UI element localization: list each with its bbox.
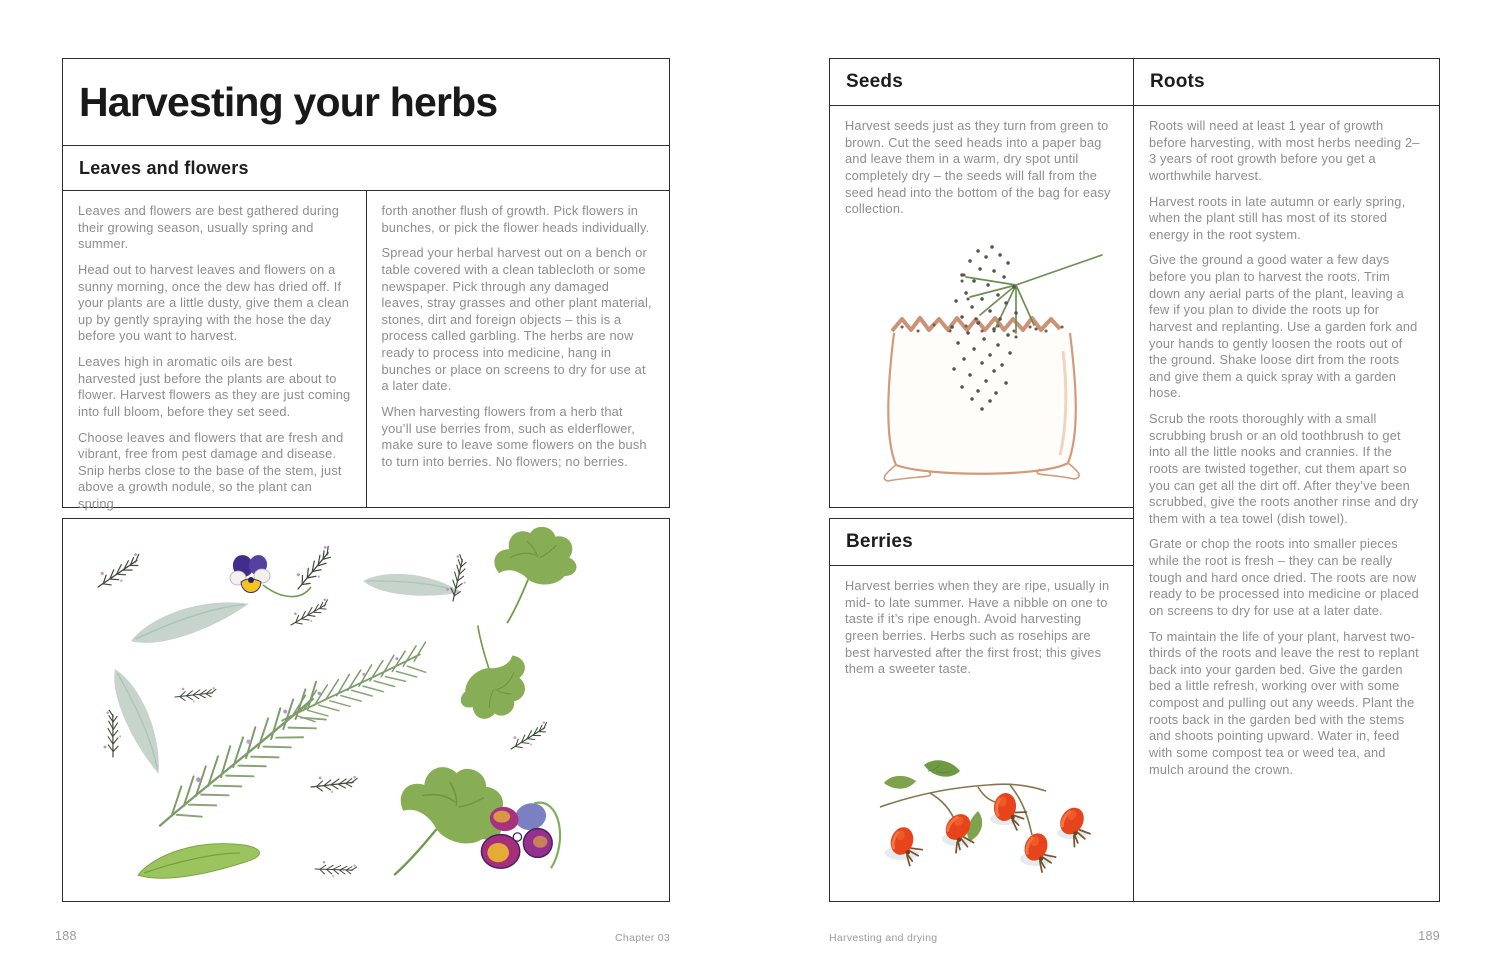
section-label: Harvesting and drying (829, 932, 938, 944)
roots-heading: Roots (1150, 71, 1205, 92)
body-paragraph: Grate or chop the roots into smaller pieces while the root is fresh – they can be really tough and hard once dried. The roots are now ready to be processed into medicine or placed on screens to dry for use at a later date. (1149, 536, 1419, 618)
seed-bag-illustration (858, 241, 1108, 501)
body-paragraph: Leaves and flowers are best gathered during their growing season, usually spring and summer. (78, 203, 339, 252)
chapter-label: Chapter 03 (615, 932, 670, 944)
berries-box (829, 518, 1133, 902)
seeds-box (829, 58, 1133, 508)
body-paragraph: Choose leaves and flowers that are fresh and vibrant, free from pest damage and disease. Snip herbs close to the base of the stem, just above a growth nodule, so the plant can spring (78, 429, 344, 511)
berries-heading-row (830, 519, 1133, 566)
body-paragraph: When harvesting flowers from a herb that you’ll use berries from, such as elderflower, make sure to leave some flowers on the bush to turn into berries. No flowers; no berries. (381, 403, 647, 469)
seeds-text (830, 106, 1133, 239)
roots-heading-row (1134, 59, 1439, 106)
left-page-number: 188 (55, 929, 77, 943)
berries-heading: Berries (846, 531, 913, 552)
text-columns (63, 191, 669, 511)
body-paragraph: Roots will need at least 1 year of growth before harvesting, with most herbs needing 2–3 years of root growth before you get a worthwhile harvest. (1149, 118, 1420, 183)
body-paragraph: Harvest berries when they are ripe, usually in mid- to late summer. Have a nibble on one to taste if it’s ripe enough. Avoid harvesting green berries. Herbs such as rosehips are best harvested after the first frost; this gives them a sweeter taste. (845, 578, 1110, 677)
left-page-text-box (62, 58, 670, 511)
body-paragraph: Leaves high in aromatic oils are best harvested just before the plants are about to flower. Harvest flowers as they are just coming into full bloom, before they set seed. (78, 354, 351, 419)
section-heading: Leaves and flowers (79, 157, 249, 178)
herbs-illustration-box (62, 518, 670, 902)
page-title: Harvesting your herbs (79, 78, 498, 125)
text-column-1 (63, 191, 367, 511)
body-paragraph: Scrub the roots thoroughly with a small scrubbing brush or an old toothbrush to get into all the little nooks and crannies. If the roots are twisted together, cut them apart so you can get all the dirt off. After they’ve been scrubbed, give the roots another rinse and dry them with a tea towel (dish towel). (1149, 411, 1419, 526)
rosehips-illustration (860, 741, 1110, 891)
right-page-number: 189 (1418, 929, 1440, 943)
title-row (63, 59, 669, 146)
body-paragraph: Harvest roots in late autumn or early spring, when the plant still has most of its stored energy in the root system. (1149, 193, 1406, 242)
berries-text (830, 566, 1133, 699)
text-column-2 (367, 191, 670, 507)
body-paragraph: Harvest seeds just as they turn from green to brown. Cut the seed heads into a paper bag and leave them in a warm, dry spot until completely dry – the seeds will fall from the seed head into the bottom of the bag for easy collection. (845, 118, 1111, 217)
body-paragraph: Give the ground a good water a few days before you plan to harvest the roots. Trim down any aerial parts of the plant, leaving a few if you plan to divide the roots up for harvest and replanting. Use a garden fork and your hands to gently loosen the roots out of the ground. Shake loose dirt from the roots and give them a quick spray with a garden hose. (1149, 252, 1418, 401)
roots-text (1134, 106, 1439, 799)
roots-box (1133, 58, 1440, 902)
body-paragraph: Spread your herbal harvest out on a bench or table covered with a clean tablecloth or some newspaper. Pick through any damaged leaves, stray grasses and other plant material, stones, dirt and foreign objects – this is a process called garbling. The herbs are now ready to process into medicine, hang in bunches or place on screens to dry for use at a later date. (381, 245, 652, 394)
section-heading-row (63, 146, 669, 191)
herbs-illustration (63, 519, 668, 900)
body-paragraph: To maintain the life of your plant, harvest two-thirds of the roots and leave the rest to replant back into your garden bed. Give the garden bed a little refresh, working over with some compost and pulling out any weeds. Plant the roots back in the garden bed with the stems and shoots pointing upward. Water in, feed with some compost tea or weed tea, and mulch around the crown. (1149, 628, 1419, 777)
body-paragraph: forth another flush of growth. Pick flowers in bunches, or pick the flower heads individually. (381, 203, 650, 235)
body-paragraph: Head out to harvest leaves and flowers on a sunny morning, once the dew has dried off. If your plants are a little dusty, give them a clean up by gently spraying with the hose the day before you want to harvest. (78, 261, 350, 344)
seeds-heading-row (830, 59, 1133, 106)
seeds-heading: Seeds (846, 71, 903, 92)
